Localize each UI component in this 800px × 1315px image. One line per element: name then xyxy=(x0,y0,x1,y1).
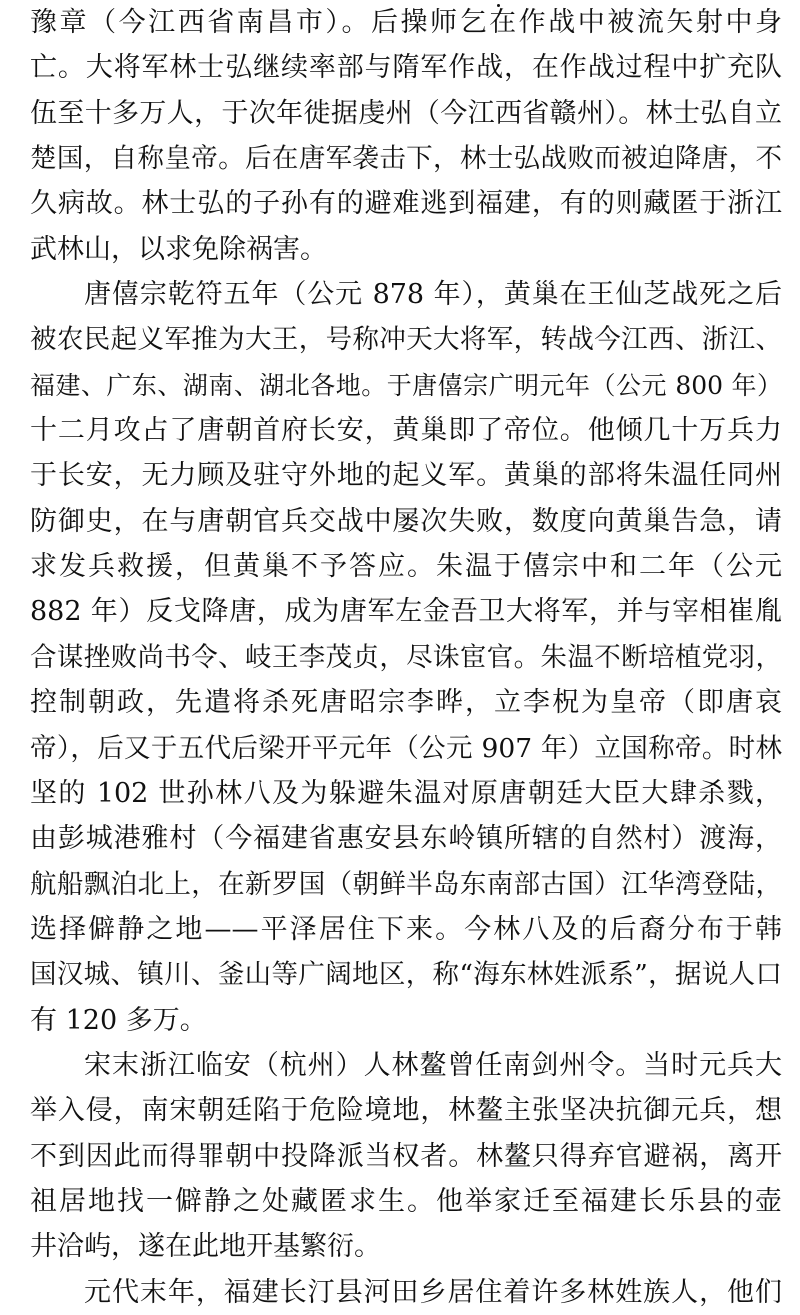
text-line: 祖居地找一僻静之处藏匿求生。他举家迁至福建长乐县的壶 xyxy=(30,1185,782,1217)
text-line: 882 年）反戈降唐，成为唐军左金吾卫大将军，并与宰相崔胤 xyxy=(30,596,782,628)
text-line: 帝），后又于五代后梁开平元年（公元 907 年）立国称帝。时林 xyxy=(30,732,782,764)
text-line: 求发兵救援，但黄巢不予答应。朱温于僖宗中和二年（公元 xyxy=(30,551,782,583)
text-line: 福建、广东、湖南、湖北各地。于唐僖宗广明元年（公元 800 年） xyxy=(30,370,782,400)
body-text xyxy=(30,0,782,1315)
text-line: 久病故。林士弘的子孙有的避难逃到福建，有的则藏匿于浙江 xyxy=(30,188,782,220)
text-line: 航船飘泊北上，在新罗国（朝鲜半岛东南部古国）江华湾登陆， xyxy=(30,868,782,900)
text-line: 十二月攻占了唐朝首府长安，黄巢即了帝位。他倾几十万兵力 xyxy=(30,415,782,447)
text-line: 由彭城港雅村（今福建省惠安县东岭镇所辖的自然村）渡海， xyxy=(30,823,782,855)
text-line: 合谋挫败尚书令、岐王李茂贞，尽诛宦官。朱温不断培植党羽， xyxy=(30,641,782,673)
text-line: 有 120 多万。 xyxy=(30,1004,207,1036)
text-line: 伍至十多万人，于次年徙据虔州（今江西省赣州）。林士弘自立 xyxy=(30,97,782,129)
text-line: 举入侵，南宋朝廷陷于危险境地，林鳌主张坚决抗御元兵，想 xyxy=(30,1095,782,1127)
text-line: 宋末浙江临安（杭州）人林鳌曾任南剑州令。当时元兵大 xyxy=(84,1049,782,1081)
text-line: 元代末年，福建长汀县河田乡居住着许多林姓族人，他们 xyxy=(84,1276,782,1308)
text-line: 防御史，在与唐朝官兵交战中屡次失败，数度向黄巢告急，请 xyxy=(30,505,782,537)
text-line: 被农民起义军推为大王，号称冲天大将军，转战今江西、浙江、 xyxy=(30,324,782,356)
text-line: 亡。大将军林士弘继续率部与隋军作战，在作战过程中扩充队 xyxy=(30,52,782,84)
text-line: 选择僻静之地——平泽居住下来。今林八及的后裔分布于韩 xyxy=(30,913,782,945)
text-line: 井洽屿，遂在此地开基繁衍。 xyxy=(30,1231,381,1263)
text-line: 坚的 102 世孙林八及为躲避朱温对原唐朝廷大臣大肆杀戮， xyxy=(30,777,782,809)
text-line: 控制朝政，先遣将杀死唐昭宗李晔，立李柷为皇帝（即唐哀 xyxy=(30,687,782,719)
text-line: 武林山，以求免除祸害。 xyxy=(30,233,327,265)
text-line: 于长安，无力顾及驻守外地的起义军。黄巢的部将朱温任同州 xyxy=(30,460,782,492)
text-line: 唐僖宗乾符五年（公元 878 年），黄巢在王仙芝战死之后 xyxy=(84,279,782,311)
text-line: 豫章（今江西省南昌市）。后操师乞在作战中被流矢射中身 xyxy=(30,7,782,38)
text-line: 不到因此而得罪朝中投降派当权者。林鳌只得弃官避祸，离开 xyxy=(30,1140,782,1172)
text-line: 楚国，自称皇帝。后在唐军袭击下，林士弘战败而被迫降唐，不 xyxy=(30,143,782,175)
text-line: 国汉城、镇川、釜山等广阔地区，称“海东林姓派系”，据说人口 xyxy=(30,959,782,991)
